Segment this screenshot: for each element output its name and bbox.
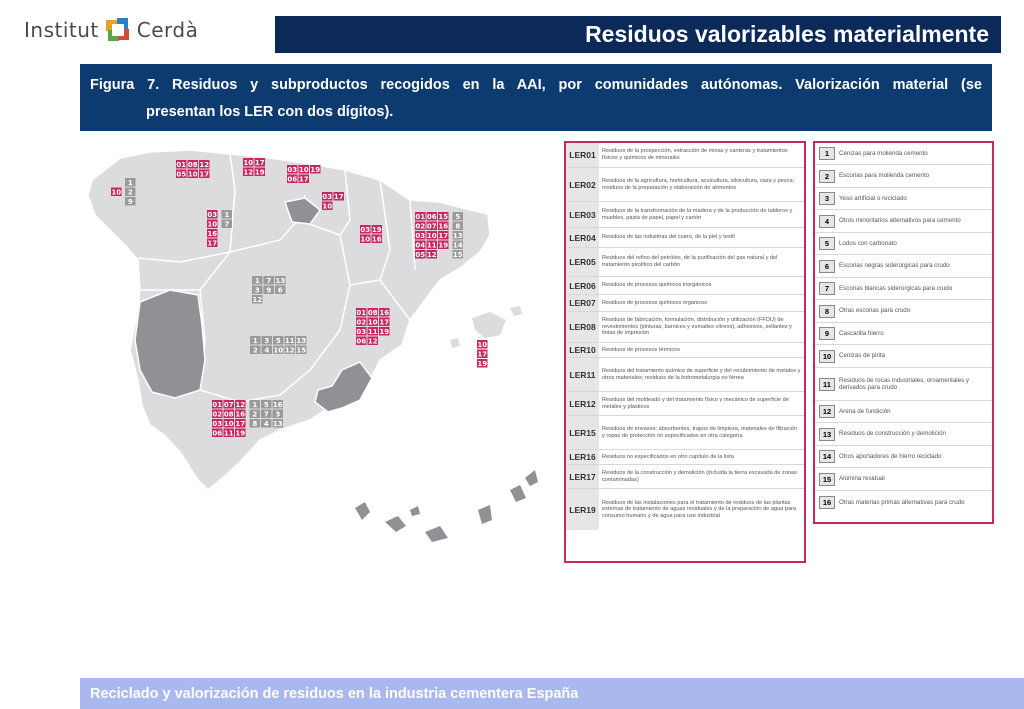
map-code-label: 03	[356, 328, 367, 336]
page-title-bar	[275, 16, 1001, 53]
map-code-label: 03	[322, 193, 333, 201]
subproduct-row	[815, 278, 992, 300]
map-code-label: 15	[438, 213, 449, 221]
subproduct-description: Otras materias primas alternativas para crudo	[839, 498, 965, 506]
subproduct-number: 16	[819, 496, 835, 509]
map-code-label: 10	[273, 346, 284, 355]
footer-text: Reciclado y valorización de residuos en la industria cementera España	[90, 685, 579, 702]
map-code-label: 16	[371, 235, 382, 244]
map-code-label: 16	[235, 410, 246, 419]
logo-mark-icon	[105, 17, 131, 43]
map-code-label: 10	[223, 420, 234, 428]
ler-code: LER03	[566, 202, 599, 227]
map-code-label: 10	[111, 188, 122, 197]
map-code-label: 13	[296, 337, 307, 345]
subproduct-row	[815, 345, 992, 368]
map-code-label: 5	[455, 213, 461, 221]
ler-description: Residuos de la construcción y demolición (incluida la tierra excavada de zonas contaminadas)	[602, 469, 797, 483]
map-code-label: 12	[235, 401, 246, 409]
subproduct-number: 1	[819, 147, 835, 160]
ler-code: LER08	[566, 312, 599, 342]
subproduct-number: 5	[819, 237, 835, 250]
map-code-label: 03	[207, 211, 218, 219]
map-code-label: 12	[252, 296, 263, 304]
map-code-label: 1	[127, 179, 133, 187]
map-code-label: 1	[252, 401, 258, 409]
subproducts-table	[813, 141, 994, 524]
map-code-label: 13	[275, 277, 286, 285]
ler-code: LER11	[566, 358, 599, 391]
subproduct-description: Residuos de construcción y demolición	[839, 430, 946, 438]
map-code-label: 3	[254, 286, 260, 295]
page-title: Residuos valorizables materialmente	[585, 21, 989, 47]
map-code-label: 3	[275, 410, 281, 419]
subproduct-number: 11	[819, 378, 835, 391]
map-code-label: 10	[207, 220, 218, 229]
ler-row	[566, 450, 804, 465]
subproduct-number: 13	[819, 428, 835, 441]
map-code-label: 16	[379, 309, 390, 317]
ler-row	[566, 143, 804, 168]
map-code-label: 02	[212, 410, 223, 419]
ler-row	[566, 228, 804, 248]
subproduct-row	[815, 491, 992, 514]
map-code-label: 8	[455, 222, 461, 231]
ler-row	[566, 489, 804, 530]
map-code-label: 05	[415, 251, 426, 259]
footer-bar	[80, 678, 1024, 709]
subproduct-number: 4	[819, 215, 835, 228]
map-code-label: 08	[367, 309, 378, 317]
ler-code: LER15	[566, 416, 599, 449]
subproduct-row	[815, 423, 992, 446]
subproduct-row	[815, 368, 992, 401]
subproduct-row	[815, 323, 992, 345]
map-code-label: 08	[223, 410, 234, 419]
caption-line-1: Figura 7. Residuos y subproductos recogidos en la AAI, por comunidades autónomas. Valorización material (se	[90, 77, 982, 93]
subproduct-description: Cascarilla hierro	[839, 329, 884, 337]
map-code-label: 01	[212, 401, 223, 409]
subproduct-number: 9	[819, 327, 835, 340]
ler-code: LER04	[566, 228, 599, 247]
map-code-label: 01	[356, 309, 367, 317]
map-code-label: 17	[235, 420, 246, 428]
map-code-label: 19	[371, 226, 382, 234]
ler-description: Residuos de procesos químicos orgánicos	[602, 299, 708, 306]
subproduct-row	[815, 468, 992, 491]
ler-code: LER10	[566, 343, 599, 357]
map-code-label: 17	[254, 159, 265, 167]
map-code-label: 1	[254, 277, 260, 285]
subproduct-number: 10	[819, 350, 835, 363]
ler-row	[566, 312, 804, 343]
map-code-label: 17	[207, 239, 218, 248]
ler-description: Residuos de fabricación, formulación, distribución y utilización (FFDU) de revestimientos (pinturas, barnices y esmaltes vítreos), adhesivos, sellantes y tintas de impresión	[602, 317, 792, 337]
subproduct-description: Otras escorias para crudo	[839, 307, 911, 315]
subproduct-row	[815, 210, 992, 233]
map-code-label: 11	[426, 241, 437, 250]
ler-description: Residuos del tratamiento químico de superficie y del recubrimiento de metales y otros materiales; residuos de la hidrometalurgia no férrea	[602, 367, 801, 381]
ler-code: LER05	[566, 248, 599, 276]
map-code-label: 19	[379, 328, 390, 336]
ler-description: Residuos de las industrias del cuero, de la piel y textil	[602, 234, 735, 241]
map-code-label: 4	[264, 346, 270, 355]
map-code-label: 10	[322, 202, 333, 211]
map-code-label: 7	[224, 220, 230, 229]
ler-code: LER17	[566, 465, 599, 488]
map-code-label: 06	[287, 175, 298, 184]
map-code-label: 17	[199, 170, 210, 179]
map-code-label: 4	[263, 420, 269, 428]
map-code-label: 10	[187, 170, 198, 179]
ler-description: Residuos del refino del petróleo, de la purificación del gas natural y del tratamiento pirolítico del carbón	[602, 255, 778, 268]
map-code-label: 12	[284, 346, 295, 355]
map-code-label: 08	[187, 161, 198, 169]
ler-description: Residuos de procesos térmicos	[602, 346, 681, 353]
ler-row	[566, 416, 804, 450]
logo-text-right: Cerdà	[136, 18, 199, 42]
map-code-label: 16	[272, 401, 283, 409]
subproduct-description: Residuos de rocas industriales, ornamentales y derivados para crudo	[839, 376, 970, 391]
subproduct-row	[815, 165, 992, 188]
subproduct-row	[815, 300, 992, 323]
ler-description: Residuos de la transformación de la madera y de la producción de tableros y muebles, pasta de papel, papel y cartón	[602, 207, 793, 221]
ler-row	[566, 465, 804, 489]
map-code-label: 15	[296, 346, 307, 355]
ler-code: LER16	[566, 450, 599, 464]
subproduct-description: Lodos con carbonato	[839, 239, 897, 247]
institut-cerda-logo	[24, 14, 198, 46]
subproduct-description: Yeso artificial o reciclado	[839, 194, 907, 202]
map-code-label: 1	[224, 211, 230, 219]
subproduct-description: Escorias blancas siderúrgicas para crudo	[839, 284, 953, 292]
ler-code: LER06	[566, 277, 599, 294]
subproduct-row	[815, 255, 992, 278]
subproduct-number: 12	[819, 405, 835, 418]
subproduct-description: Arena de fundición	[839, 407, 891, 415]
map-code-label: 3	[264, 337, 270, 345]
map-code-label: 06	[426, 213, 437, 221]
map-code-label: 7	[263, 410, 269, 419]
map-code-label: 10	[360, 235, 371, 244]
map-code-label: 8	[252, 420, 258, 428]
ler-code: LER12	[566, 392, 599, 415]
map-code-label: 10	[367, 318, 378, 327]
map-code-label: 2	[252, 346, 258, 355]
ler-row	[566, 392, 804, 416]
map-code-label: 1	[252, 337, 258, 345]
subproduct-number: 14	[819, 450, 835, 463]
map-code-label: 12	[199, 161, 210, 169]
logo-text-left: Institut	[24, 18, 99, 42]
map-code-label: 2	[127, 188, 133, 197]
ler-code: LER19	[566, 489, 599, 530]
subproduct-description: Escorias negras siderúrgicas para crudo	[839, 262, 950, 270]
subproduct-description: Otros aportadores de hierro reciclado	[839, 452, 942, 460]
map-code-label: 07	[223, 401, 234, 409]
ler-row	[566, 202, 804, 228]
map-code-label: 03	[287, 166, 298, 174]
ler-code: LER02	[566, 168, 599, 201]
map-code-label: 15	[452, 251, 463, 259]
figure-caption	[80, 64, 992, 131]
ler-row	[566, 358, 804, 392]
ler-row	[566, 248, 804, 277]
map-code-label: 19	[438, 241, 449, 250]
subproduct-row	[815, 143, 992, 165]
map-code-label: 13	[272, 420, 283, 428]
map-code-label: 16	[207, 230, 218, 238]
map-code-label: 6	[277, 286, 283, 295]
subproduct-row	[815, 446, 992, 468]
ler-description: Residuos de la prospección, extracción de minas y canteras y tratamientos físicos y químicos de minerales	[602, 148, 788, 161]
map-code-label: 01	[176, 161, 187, 169]
map-code-label: 12	[243, 168, 254, 177]
map-code-label: 11	[284, 337, 295, 345]
map-code-label: 19	[310, 166, 321, 174]
ler-description: Residuos no especificados en otro capítulo de la lista	[602, 453, 734, 460]
subproduct-description: Otros minoritarios alternativos para cemento	[839, 217, 961, 225]
ler-description: Residuos de envases; absorbentes, trapos de limpieza, materiales de filtración y ropas de protección no especificados en otra categoría	[602, 425, 797, 439]
subproduct-number: 15	[819, 473, 835, 486]
map-code-label: 16	[438, 222, 449, 231]
map-baleares	[472, 312, 506, 338]
spain-map	[80, 140, 540, 560]
subproduct-row	[815, 401, 992, 423]
map-code-label: 9	[127, 198, 133, 206]
map-code-label: 19	[477, 360, 488, 368]
map-code-label: 01	[415, 213, 426, 221]
ler-description: Residuos de procesos químicos inorgánicos	[602, 282, 712, 289]
subproduct-row	[815, 188, 992, 210]
subproduct-description: Cenizas de pirita	[839, 352, 886, 360]
map-code-label: 02	[415, 222, 426, 231]
subproduct-description: Cenizas para molienda cemento	[839, 149, 928, 157]
map-code-label: 11	[223, 429, 234, 438]
subproduct-description: Alúmina residual	[839, 475, 885, 483]
map-code-label: 5	[275, 337, 281, 345]
subproduct-number: 2	[819, 170, 835, 183]
subproduct-number: 8	[819, 305, 835, 318]
ler-description: Residuos de la agricultura, horticultura, acuicultura, silvicultura, caza y pesca; residuos de la preparación y elaboración de alimentos	[602, 177, 795, 191]
subproduct-description: Escorias para molienda cemento	[839, 172, 930, 180]
ler-row	[566, 277, 804, 295]
map-code-label: 10	[426, 232, 437, 240]
subproduct-number: 7	[819, 282, 835, 295]
map-code-label: 10	[477, 341, 488, 349]
ler-row	[566, 295, 804, 312]
map-code-label: 19	[235, 429, 246, 438]
ler-code: LER01	[566, 143, 599, 167]
map-code-label: 05	[176, 170, 187, 179]
map-code-label: 7	[266, 277, 272, 285]
map-code-label: 2	[252, 410, 258, 419]
ler-codes-table	[564, 141, 806, 563]
map-code-label: 11	[367, 328, 378, 336]
ler-row	[566, 168, 804, 202]
ler-description: Residuos del moldeado y del tratamiento físico y mecánico de superficie de metales y plásticos	[602, 396, 789, 410]
map-code-label: 17	[333, 193, 344, 201]
map-code-label: 03	[360, 226, 371, 234]
caption-line-2: presentan los LER con dos dígitos).	[146, 104, 394, 120]
map-code-label: 02	[356, 318, 367, 327]
map-code-label: 17	[298, 175, 309, 184]
map-code-label: 14	[452, 241, 463, 250]
subproduct-row	[815, 233, 992, 255]
map-code-label: 10	[243, 159, 254, 167]
map-code-label: 07	[426, 222, 437, 231]
map-code-label: 17	[477, 350, 488, 359]
map-code-label: 04	[415, 241, 426, 250]
map-code-label: 12	[367, 337, 378, 346]
map-code-label: 12	[426, 251, 437, 259]
subproduct-number: 3	[819, 192, 835, 205]
map-code-label: 03	[212, 420, 223, 428]
ler-description: Residuos de las instalaciones para el tratamiento de residuos de las plantas externas de tratamiento de aguas residuales y de la preparación de agua para consumo humano y de agua para uso industrial	[602, 499, 797, 519]
ler-row	[566, 343, 804, 358]
map-canarias	[355, 470, 538, 542]
map-code-label: 17	[379, 318, 390, 327]
map-code-label: 5	[263, 401, 269, 409]
map-code-label: 17	[438, 232, 449, 240]
subproduct-number: 6	[819, 260, 835, 273]
map-code-label: 10	[298, 166, 309, 174]
ler-code: LER07	[566, 295, 599, 311]
map-code-label: 06	[356, 337, 367, 346]
map-code-label: 03	[415, 232, 426, 240]
map-code-label: 13	[452, 232, 463, 240]
map-code-label: 06	[212, 429, 223, 438]
map-code-label: 19	[254, 168, 265, 177]
map-code-label: 9	[266, 286, 272, 295]
